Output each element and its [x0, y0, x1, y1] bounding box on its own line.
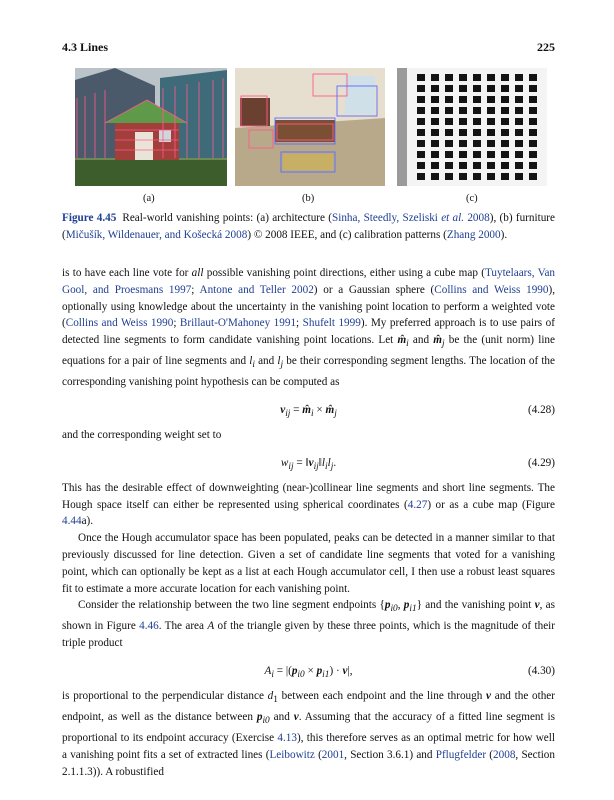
calibration-square [445, 173, 453, 180]
calibration-square [529, 129, 537, 136]
body-text [62, 265, 555, 781]
calibration-square [473, 118, 481, 125]
calibration-square [417, 107, 425, 114]
calibration-square [529, 173, 537, 180]
figure-link[interactable]: 4.46 [139, 620, 159, 633]
calibration-square [417, 129, 425, 136]
citation-link[interactable]: 2008 [464, 212, 490, 224]
calibration-square [473, 85, 481, 92]
section-title: 4.3 Lines [62, 40, 109, 54]
calibration-square [515, 140, 523, 147]
calibration-square [529, 107, 537, 114]
calibration-square [473, 74, 481, 81]
calibration-square [529, 140, 537, 147]
calibration-square [417, 173, 425, 180]
citation-link[interactable]: Mičušík, Wildenauer, and Košecká 2008 [65, 229, 248, 241]
calibration-square [445, 129, 453, 136]
caption-text: ), (b) furniture ( [62, 212, 555, 241]
equation-number: (4.29) [527, 456, 555, 469]
calibration-square [515, 151, 523, 158]
citation-link[interactable]: 2008 [493, 748, 516, 761]
calibration-square [431, 151, 439, 158]
equation-4-29: $w_{ij}$ = $‖v_{ij}‖l_il_j$. (4.29) [280, 456, 555, 473]
calibration-square [487, 162, 495, 169]
subfigure-label-a: (a) [143, 193, 155, 204]
calibration-square [487, 74, 495, 81]
subfigure-label-b: (b) [302, 193, 315, 204]
calibration-square [459, 140, 467, 147]
citation-link[interactable]: et al. [437, 212, 465, 224]
calibration-square [501, 96, 509, 103]
calibration-square [515, 162, 523, 169]
calibration-square [487, 118, 495, 125]
figure-label: Figure 4.45 [62, 212, 117, 224]
calibration-square [487, 96, 495, 103]
calibration-square [501, 74, 509, 81]
calibration-square [417, 140, 425, 147]
citation-link[interactable]: Tuytelaars, Van Gool, and Proesmans 1997 [62, 267, 556, 296]
page-number: 225 [537, 40, 555, 54]
caption-text: ) © 2008 IEEE, and (c) calibration patterns ( [247, 229, 447, 241]
citation-link[interactable]: Pflugfelder [435, 748, 487, 761]
equation-4-30: $A_i = |(p_{i0} \times p_{i1}) \cdot v|$, (4.30) [264, 665, 555, 681]
calibration-square [473, 107, 481, 114]
calibration-square [501, 162, 509, 169]
calibration-square [515, 85, 523, 92]
calibration-square [501, 140, 509, 147]
calibration-square [487, 173, 495, 180]
calibration-square [445, 85, 453, 92]
citation-link[interactable]: Shufelt 1999 [302, 317, 361, 330]
calibration-square [431, 129, 439, 136]
calibration-square [473, 173, 481, 180]
citation-link[interactable]: Sinha, Steedly, Szeliski [332, 212, 438, 224]
calibration-square [487, 151, 495, 158]
paragraph-3: This has the desirable effect of downweighting (near-)collinear line segments and short line segments. The Hough space itself can either be represented using spherical coordinates (4.27) or as a cube map (Figure 4.44a). [62, 481, 555, 528]
calibration-square [487, 85, 495, 92]
calibration-square [473, 96, 481, 103]
calibration-square [515, 173, 523, 180]
calibration-square [501, 118, 509, 125]
calibration-square [459, 107, 467, 114]
calibration-square [417, 151, 425, 158]
caption-text: Real-world vanishing points: (a) architecture ( [122, 212, 332, 224]
calibration-square [445, 140, 453, 147]
citation-link[interactable]: Collins and Weiss 1990 [434, 283, 549, 296]
citation-link[interactable]: Collins and Weiss 1990 [65, 317, 174, 330]
calibration-square [445, 74, 453, 81]
calibration-square [515, 129, 523, 136]
calibration-square [487, 107, 495, 114]
calibration-square [445, 151, 453, 158]
paragraph-6: is proportional to the perpendicular distance $d_1$ between each endpoint and the line through v and the other endpoint, as well as the distance between $p_{i0}$ and v. Assuming that the accuracy of a fitted line segment is proportional to its endpoint accuracy (Exercise 4.13), this therefore serves as an optimal metric for how well a vanishing point fits a set of extracted lines (Leibowitz (2001, Section 3.6.1) and Pflugfelder (2008, Section 2.1.1.3)). A robustified [62, 690, 556, 778]
paragraph-5: Consider the relationship between the two line segment endpoints {$p_{i0}$, $p_{i1}$} and the vanishing point v, as shown in Figure 4.46. The area A of the triangle given by these three points, which is the magnitude of their triple product [62, 599, 555, 650]
calibration-square [515, 118, 523, 125]
calibration-square [431, 140, 439, 147]
calibration-square [417, 74, 425, 81]
calibration-square [515, 107, 523, 114]
calibration-square [431, 162, 439, 169]
figure-photo-calibration-pattern [397, 68, 547, 186]
calibration-square [501, 85, 509, 92]
figure-photo-furniture [235, 68, 385, 186]
calibration-square [459, 151, 467, 158]
calibration-square [487, 129, 495, 136]
paragraph-4: Once the Hough accumulator space has been populated, peaks can be detected in a manner similar to that previously discussed for line detection. Given a set of candidate line segments that voted for a vanishing point, which can optionally be kept as a list at each Hough accumulator cell, I then use a robust least squares fit to estimate a more accurate location for each vanishing point. [62, 532, 555, 595]
figure-link[interactable]: 4.44 [62, 515, 82, 528]
calibration-square [431, 107, 439, 114]
calibration-square [445, 162, 453, 169]
figure-caption [62, 210, 555, 244]
paragraph-1: is to have each line vote for all possible vanishing point directions, either using a cube map (Tuytelaars, Van Gool, and Proesmans 1997; Antone and Teller 2002) or a Gaussian sphere (Collins and Weiss 1990), optionally using knowledge about the uncertainty in the vanishing point location to perform a weighted vote (Collins and Weiss 1990; Brillaut-O'Mahoney 1991; Shufelt 1999). My preferred approach is to use pairs of detected line segments to form candidate vanishing point locations. Let $m̂_i$ and $m̂_j$ be the (unit norm) line equations for a pair of line segments and $l_i$ and $l_j$ be their corresponding segment lengths. The location of the corresponding vanishing point hypothesis can be computed as [62, 267, 556, 389]
calibration-square [459, 162, 467, 169]
calibration-square [515, 74, 523, 81]
calibration-square [431, 118, 439, 125]
calibration-square [417, 118, 425, 125]
calibration-square [459, 85, 467, 92]
caption-text: ). [500, 229, 508, 241]
calibration-square [529, 151, 537, 158]
calibration-square [417, 85, 425, 92]
calibration-square [529, 162, 537, 169]
calibration-square [473, 162, 481, 169]
citation-link[interactable]: Leibowitz [269, 748, 315, 761]
citation-link[interactable]: Antone and Teller 2002 [199, 283, 314, 296]
paragraph-2: and the corresponding weight set to [62, 429, 222, 442]
subfigure-label-c: (c) [466, 193, 478, 204]
calibration-square [501, 129, 509, 136]
equation-number: (4.30) [527, 665, 555, 678]
calibration-square [529, 118, 537, 125]
equation-number: (4.28) [527, 404, 555, 417]
calibration-square [459, 129, 467, 136]
calibration-square [431, 96, 439, 103]
calibration-square [515, 96, 523, 103]
equation-4-28: $v_{ij}$ = $m̂_i$ × $m̂_j$ (4.28) [280, 404, 555, 420]
citation-link[interactable]: Zhang 2000 [446, 229, 501, 241]
calibration-square [445, 107, 453, 114]
calibration-square [459, 118, 467, 125]
calibration-square [529, 85, 537, 92]
calibration-square [431, 173, 439, 180]
calibration-square [431, 85, 439, 92]
calibration-square [459, 74, 467, 81]
calibration-square [417, 96, 425, 103]
calibration-square [529, 96, 537, 103]
exercise-link[interactable]: 4.13 [277, 732, 297, 745]
calibration-square [529, 74, 537, 81]
calibration-square [501, 173, 509, 180]
calibration-square [473, 129, 481, 136]
figure-photo-architecture [75, 68, 227, 186]
calibration-square [487, 140, 495, 147]
calibration-square [459, 96, 467, 103]
calibration-square [431, 74, 439, 81]
citation-link[interactable]: 2001 [321, 748, 345, 761]
equation-link[interactable]: 4.27 [407, 498, 428, 511]
calibration-square [445, 118, 453, 125]
calibration-square [473, 151, 481, 158]
calibration-square [459, 173, 467, 180]
calibration-square [501, 151, 509, 158]
calibration-square [445, 96, 453, 103]
calibration-square [501, 107, 509, 114]
calibration-square [417, 162, 425, 169]
citation-link[interactable]: Brillaut-O'Mahoney 1991 [179, 317, 297, 330]
calibration-square [473, 140, 481, 147]
